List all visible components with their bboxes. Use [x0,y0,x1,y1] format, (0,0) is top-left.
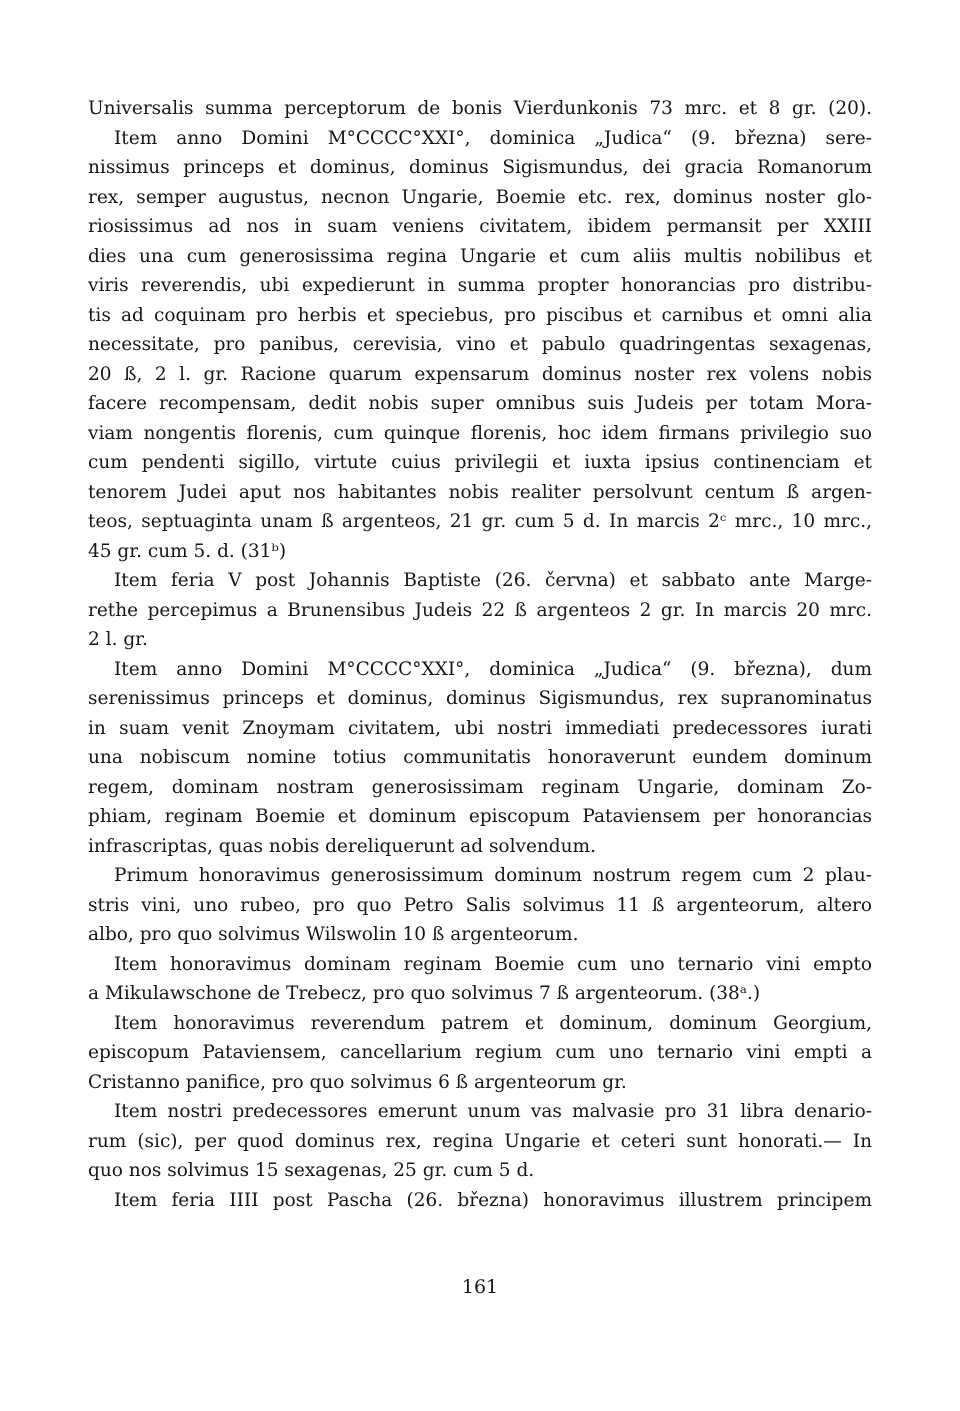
text-line: stris vini, uno rubeo, pro quo Petro Salis solvimus 11 ß argenteorum, altero [88,894,872,916]
text-line: quo nos solvimus 15 sexagenas, 25 gr. cum 5 d. [88,1160,535,1181]
text-line: 20 ß, 2 l. gr. Racione quarum expensarum dominus noster rex volens nobis [88,363,872,385]
text-line: rum (sic), per quod dominus rex, regina Ungarie et ceteri sunt honorati.— In [88,1130,872,1152]
text-line: 45 gr. cum 5. d. (31ᵇ) [88,540,287,562]
page-text-block [88,94,872,1215]
text-line: in suam venit Znoymam civitatem, ubi nostri immediati predecessores iurati [88,717,872,739]
text-line: 2 l. gr. [88,629,148,650]
text-line: albo, pro quo solvimus Wilswolin 10 ß argenteorum. [88,924,579,945]
text-line: regem, dominam nostram generosissimam reginam Ungarie, dominam Zo- [88,776,872,798]
text-line: necessitate, pro panibus, cerevisia, vino et pabulo quadringentas sexagenas, [88,334,872,355]
text-line: Item anno Domini M°CCCC°XXI°, dominica „Judica“ (9. března) sere- [114,127,872,149]
text-line: nissimus princeps et dominus, dominus Sigismundus, dei gracia Romanorum [88,157,872,178]
text-line: infrascriptas, quas nobis dereliquerunt ad solvendum. [88,835,596,857]
text-line: Item nostri predecessores emerunt unum vas malvasie pro 31 libra denario- [114,1101,872,1122]
text-line: serenissimus princeps et dominus, dominus Sigismundus, rex supranominatus [88,688,872,709]
text-line: tis ad coquinam pro herbis et speciebus, pro piscibus et carnibus et omni alia [88,304,872,326]
text-line: episcopum Pataviensem, cancellarium regium cum uno ternario vini empti a [88,1042,872,1063]
page-number: 161 [461,1276,499,1298]
text-line: viris reverendis, ubi expedierunt in summa propter honorancias pro distribu- [88,275,872,296]
text-line: teos, septuaginta unam ß argenteos, 21 gr. cum 5 d. In marcis 2ᶜ mrc., 10 mrc., [88,511,872,532]
text-line: a Mikulawschone de Trebecz, pro quo solvimus 7 ß argenteorum. (38ᵃ.) [88,983,761,1004]
text-line: Cristanno panifice, pro quo solvimus 6 ß argenteorum gr. [88,1071,627,1093]
text-line: Universalis summa perceptorum de bonis Vierdunkonis 73 mrc. et 8 gr. (20). [88,98,872,119]
text-line: facere recompensam, dedit nobis super omnibus suis Judeis per totam Mora- [88,393,872,414]
text-line: dies una cum generosissima regina Ungarie et cum aliis multis nobilibus et [88,245,872,267]
text-line: Primum honoravimus generosissimum dominum nostrum regem cum 2 plau- [114,865,872,886]
text-line: riosissimus ad nos in suam veniens civitatem, ibidem permansit per XXIII [88,216,872,237]
text-line: viam nongentis florenis, cum quinque florenis, hoc idem firmans privilegio suo [88,422,872,444]
text-line: una nobiscum nomine totius communitatis honoraverunt eundem dominum [88,747,872,768]
text-line: Item anno Domini M°CCCC°XXI°, dominica „Judica“ (9. března), dum [114,658,872,680]
text-line: Item honoravimus reverendum patrem et dominum, dominum Georgium, [114,1012,872,1034]
text-line: Item feria IIII post Pascha (26. března) honoravimus illustrem principem [114,1189,872,1211]
text-line: phiam, reginam Boemie et dominum episcopum Pataviensem per honorancias [88,806,872,827]
text-line: rex, semper augustus, necnon Ungarie, Boemie etc. rex, dominus noster glo- [88,186,872,208]
text-line: rethe percepimus a Brunensibus Judeis 22 ß argenteos 2 gr. In marcis 20 mrc. [88,599,872,621]
text-line: Item feria V post Johannis Baptiste (26. června) et sabbato ante Marge- [114,570,872,591]
text-line: tenorem Judei aput nos habitantes nobis realiter persolvunt centum ß argen- [88,481,872,503]
text-line: cum pendenti sigillo, virtute cuius privilegii et iuxta ipsius continenciam et [88,452,872,473]
text-line: Item honoravimus dominam reginam Boemie cum uno ternario vini empto [114,953,872,975]
